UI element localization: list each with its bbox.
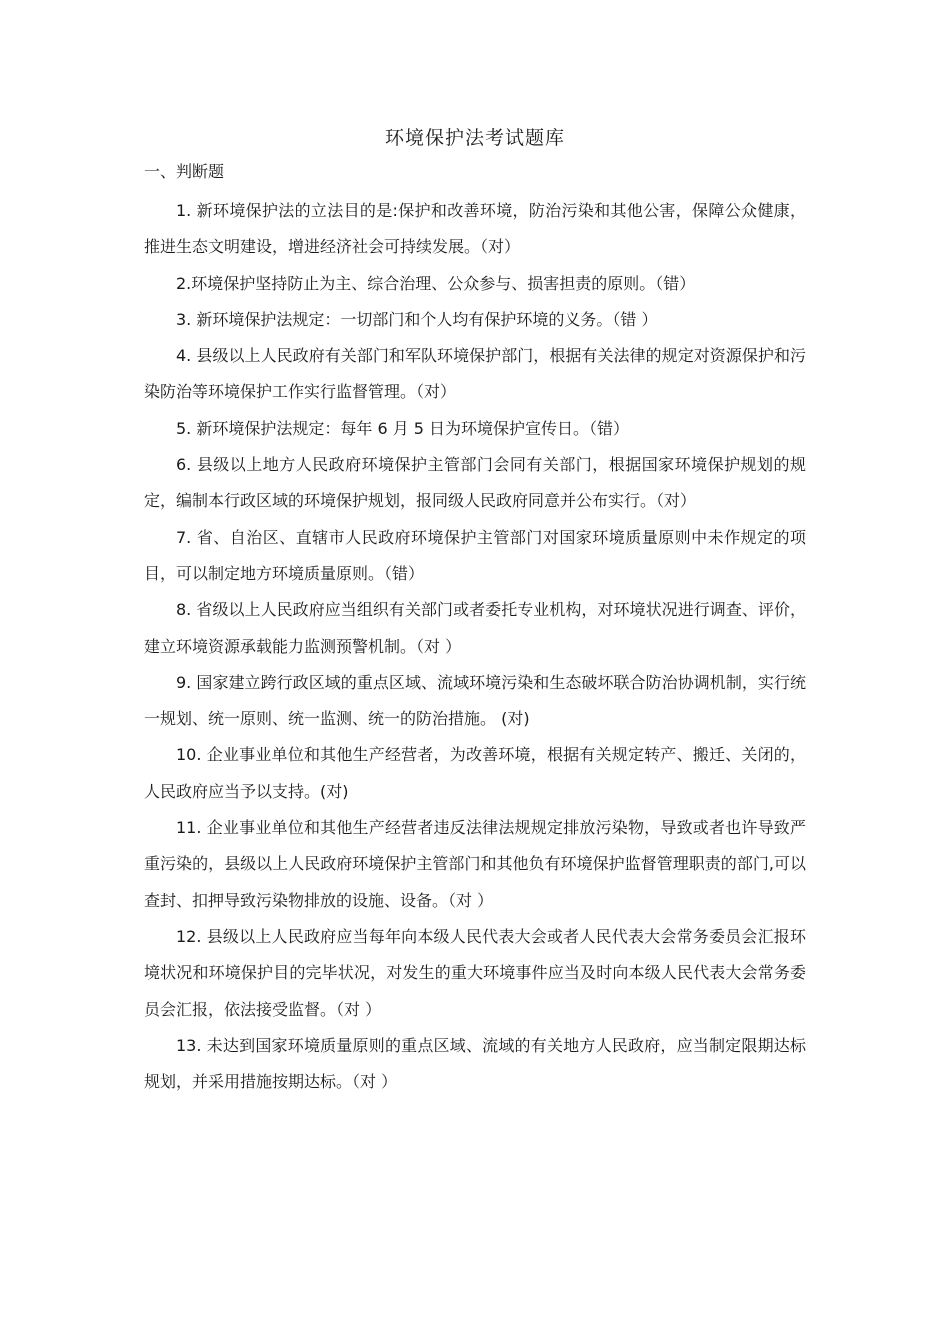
question-item: 8. 省级以上人民政府应当组织有关部门或者委托专业机构，对环境状况进行调查、评价，建立环境资源承载能力监测预警机制。（对 ） (144, 600, 806, 656)
question-item: 6. 县级以上地方人民政府环境保护主管部门会同有关部门，根据国家环境保护规划的规定，编制本行政区域的环境保护规划，报同级人民政府同意并公布实行。（对） (144, 455, 806, 511)
question-item: 7. 省、自治区、直辖市人民政府环境保护主管部门对国家环境质量原则中未作规定的项目，可以制定地方环境质量原则。（错） (144, 527, 806, 583)
question-item: 5. 新环境保护法规定：每年 6 月 5 日为环境保护宣传日。（错） (176, 418, 630, 438)
question-item: 3. 新环境保护法规定：一切部门和个人均有保护环境的义务。（错 ） (176, 309, 658, 329)
question-item: 13. 未达到国家环境质量原则的重点区域、流域的有关地方人民政府，应当制定限期达标规划，并采用措施按期达标。（对 ） (144, 1035, 806, 1092)
question-list (144, 193, 806, 1100)
question-item: 11. 企业事业单位和其他生产经营者违反法律法规规定排放污染物，导致或者也许导致严重污染的，县级以上人民政府环境保护主管部门和其他负有环境保护监督管理职责的部门,可以查封、扣押导致污染物排放的设施、设备。（对 ） (144, 818, 806, 910)
question-item: 10. 企业事业单位和其他生产经营者，为改善环境，根据有关规定转产、搬迁、关闭的，人民政府应当予以支持。(对) (144, 745, 806, 801)
question-item: 4. 县级以上人民政府有关部门和军队环境保护部门，根据有关法律的规定对资源保护和污染防治等环境保护工作实行监督管理。（对） (144, 346, 806, 402)
question-item: 1. 新环境保护法的立法目的是:保护和改善环境，防治污染和其他公害，保障公众健康，推进生态文明建设，增进经济社会可持续发展。（对） (144, 201, 806, 257)
question-item: 2.环境保护坚持防止为主、综合治理、公众参与、损害担责的原则。（错） (176, 273, 696, 293)
question-item: 9. 国家建立跨行政区域的重点区域、流域环境污染和生态破坏联合防治协调机制，实行统一规划、统一原则、统一监测、统一的防治措施。 (对) (144, 672, 806, 729)
question-item: 12. 县级以上人民政府应当每年向本级人民代表大会或者人民代表大会常务委员会汇报环境状况和环境保护目的完毕状况，对发生的重大环境事件应当及时向本级人民代表大会常务委员会汇报，依法接受监督。（对 ） (144, 926, 806, 1019)
section-heading: 一、判断题 (144, 162, 225, 181)
document-title: 环境保护法考试题库 (384, 127, 565, 149)
